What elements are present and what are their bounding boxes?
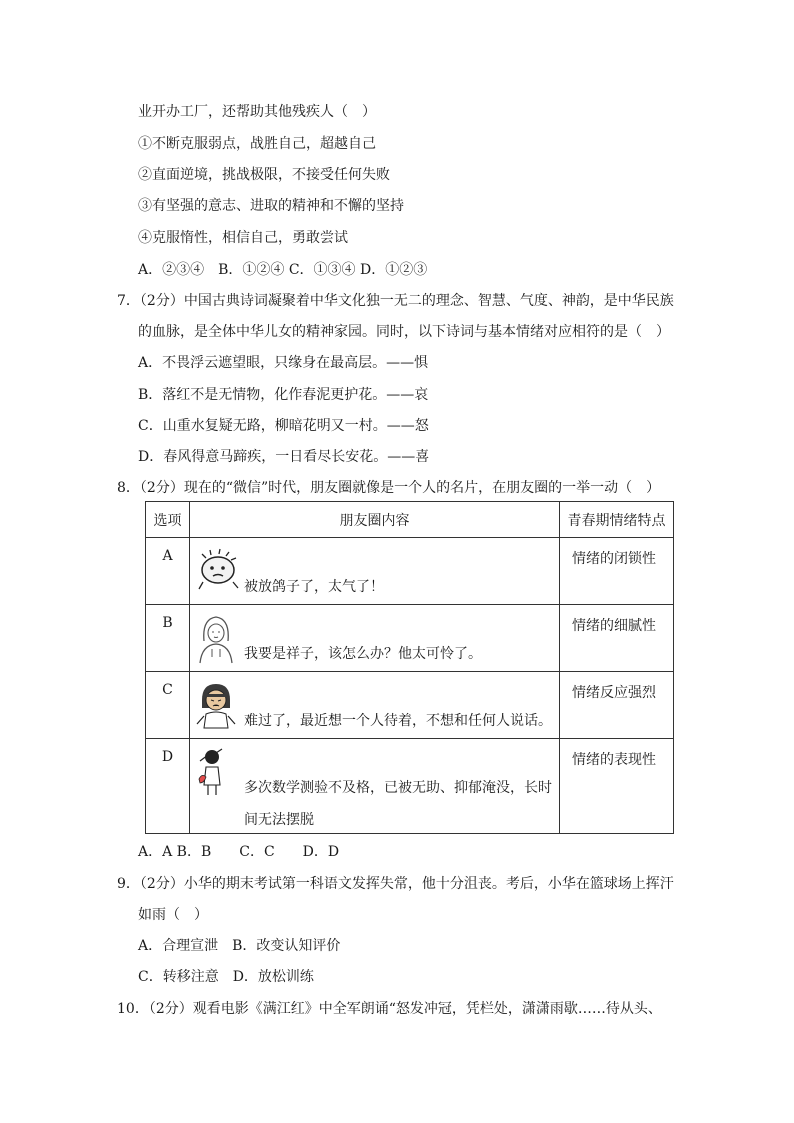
- q6-choices: A．②③④ B．①②④ C．①③④ D．①②③: [138, 262, 428, 278]
- angry-face-icon: [194, 544, 244, 596]
- q6-option-1: ①不断克服弱点，战胜自己，超越自己: [138, 136, 376, 152]
- q6-stem-tail: 业开办工厂，还帮助其他残疾人（ ）: [138, 104, 376, 120]
- q7-stem-line2: 的血脉，是全体中华儿女的精神家园。同时，以下诗词与基本情绪对应相符的是（ ）: [138, 324, 670, 340]
- q9-stem-line2: 如雨（ ）: [138, 907, 208, 923]
- q7-choice-c: C．山重水复疑无路，柳暗花明又一村。——怒: [138, 418, 429, 434]
- header-trait: 青春期情绪特点: [560, 502, 674, 538]
- q9-choices-ab: A．合理宣泄 B．改变认知评价: [138, 938, 341, 954]
- row-option: A: [146, 538, 190, 605]
- table-row: [146, 538, 674, 605]
- row-trait: 情绪的闭锁性: [560, 538, 674, 605]
- q7-choice-d: D．春风得意马蹄疾，一日看尽长安花。——喜: [138, 449, 430, 465]
- row-option: D: [146, 739, 190, 834]
- row-content-text: 难过了，最近想一个人待着，不想和任何人说话。: [244, 713, 552, 729]
- q9-choices-cd: C．转移注意 D．放松训练: [138, 969, 314, 985]
- row-content-cell: [190, 605, 560, 672]
- row-option: C: [146, 672, 190, 739]
- q10-stem: 10．（2分）观看电影《满江红》中全军朗诵“怒发冲冠，凭栏处，潇潇雨歇……待从头、: [117, 1001, 662, 1017]
- row-content-text: 被放鸽子了，太气了！: [244, 579, 384, 595]
- q9-stem-line1: 9．（2分）小华的期末考试第一科语文发挥失常，他十分沮丧。考后，小华在篮球场上挥汗: [117, 876, 674, 892]
- row-trait: 情绪的细腻性: [560, 605, 674, 672]
- row-content-cell: [190, 672, 560, 739]
- q6-option-3: ③有坚强的意志、进取的精神和不懈的坚持: [138, 198, 404, 214]
- lonely-figure-icon: [194, 745, 234, 797]
- q8-table: [145, 501, 674, 834]
- q8-choices: A．A B．B C．C D．D: [138, 844, 340, 860]
- table-row: [146, 739, 674, 834]
- table-row: [146, 672, 674, 739]
- q6-option-4: ④克服惰性，相信自己，勇敢尝试: [138, 230, 348, 246]
- header-content: 朋友圈内容: [190, 502, 560, 538]
- row-content-text: 多次数学测验不及格，已被无助、抑郁淹没，长时间无法摆脱: [244, 780, 552, 828]
- row-trait: 情绪的表现性: [560, 739, 674, 834]
- row-content-text: 我要是祥子，该怎么办？他太可怜了。: [244, 646, 482, 662]
- hooded-person-icon: [194, 611, 238, 665]
- q8-stem: 8．（2分）现在的“微信”时代，朋友圈就像是一个人的名片，在朋友圈的一举一动（ ）: [117, 480, 661, 496]
- q7-stem-line1: 7．（2分）中国古典诗词凝聚着中华文化独一无二的理念、智慧、气度、神韵，是中华民族: [117, 293, 674, 309]
- header-option: 选项: [146, 502, 190, 538]
- row-trait: 情绪反应强烈: [560, 672, 674, 739]
- q6-option-2: ②直面逆境，挑战极限，不接受任何失败: [138, 167, 390, 183]
- table-row: [146, 605, 674, 672]
- sad-girl-icon: [194, 678, 238, 730]
- row-content-cell: [190, 538, 560, 605]
- q7-choice-a: A．不畏浮云遮望眼，只缘身在最高层。——惧: [138, 355, 429, 371]
- table-header-row: [146, 502, 674, 538]
- row-content-cell: [190, 739, 560, 834]
- row-option: B: [146, 605, 190, 672]
- q7-choice-b: B．落红不是无情物，化作春泥更护花。——哀: [138, 387, 429, 403]
